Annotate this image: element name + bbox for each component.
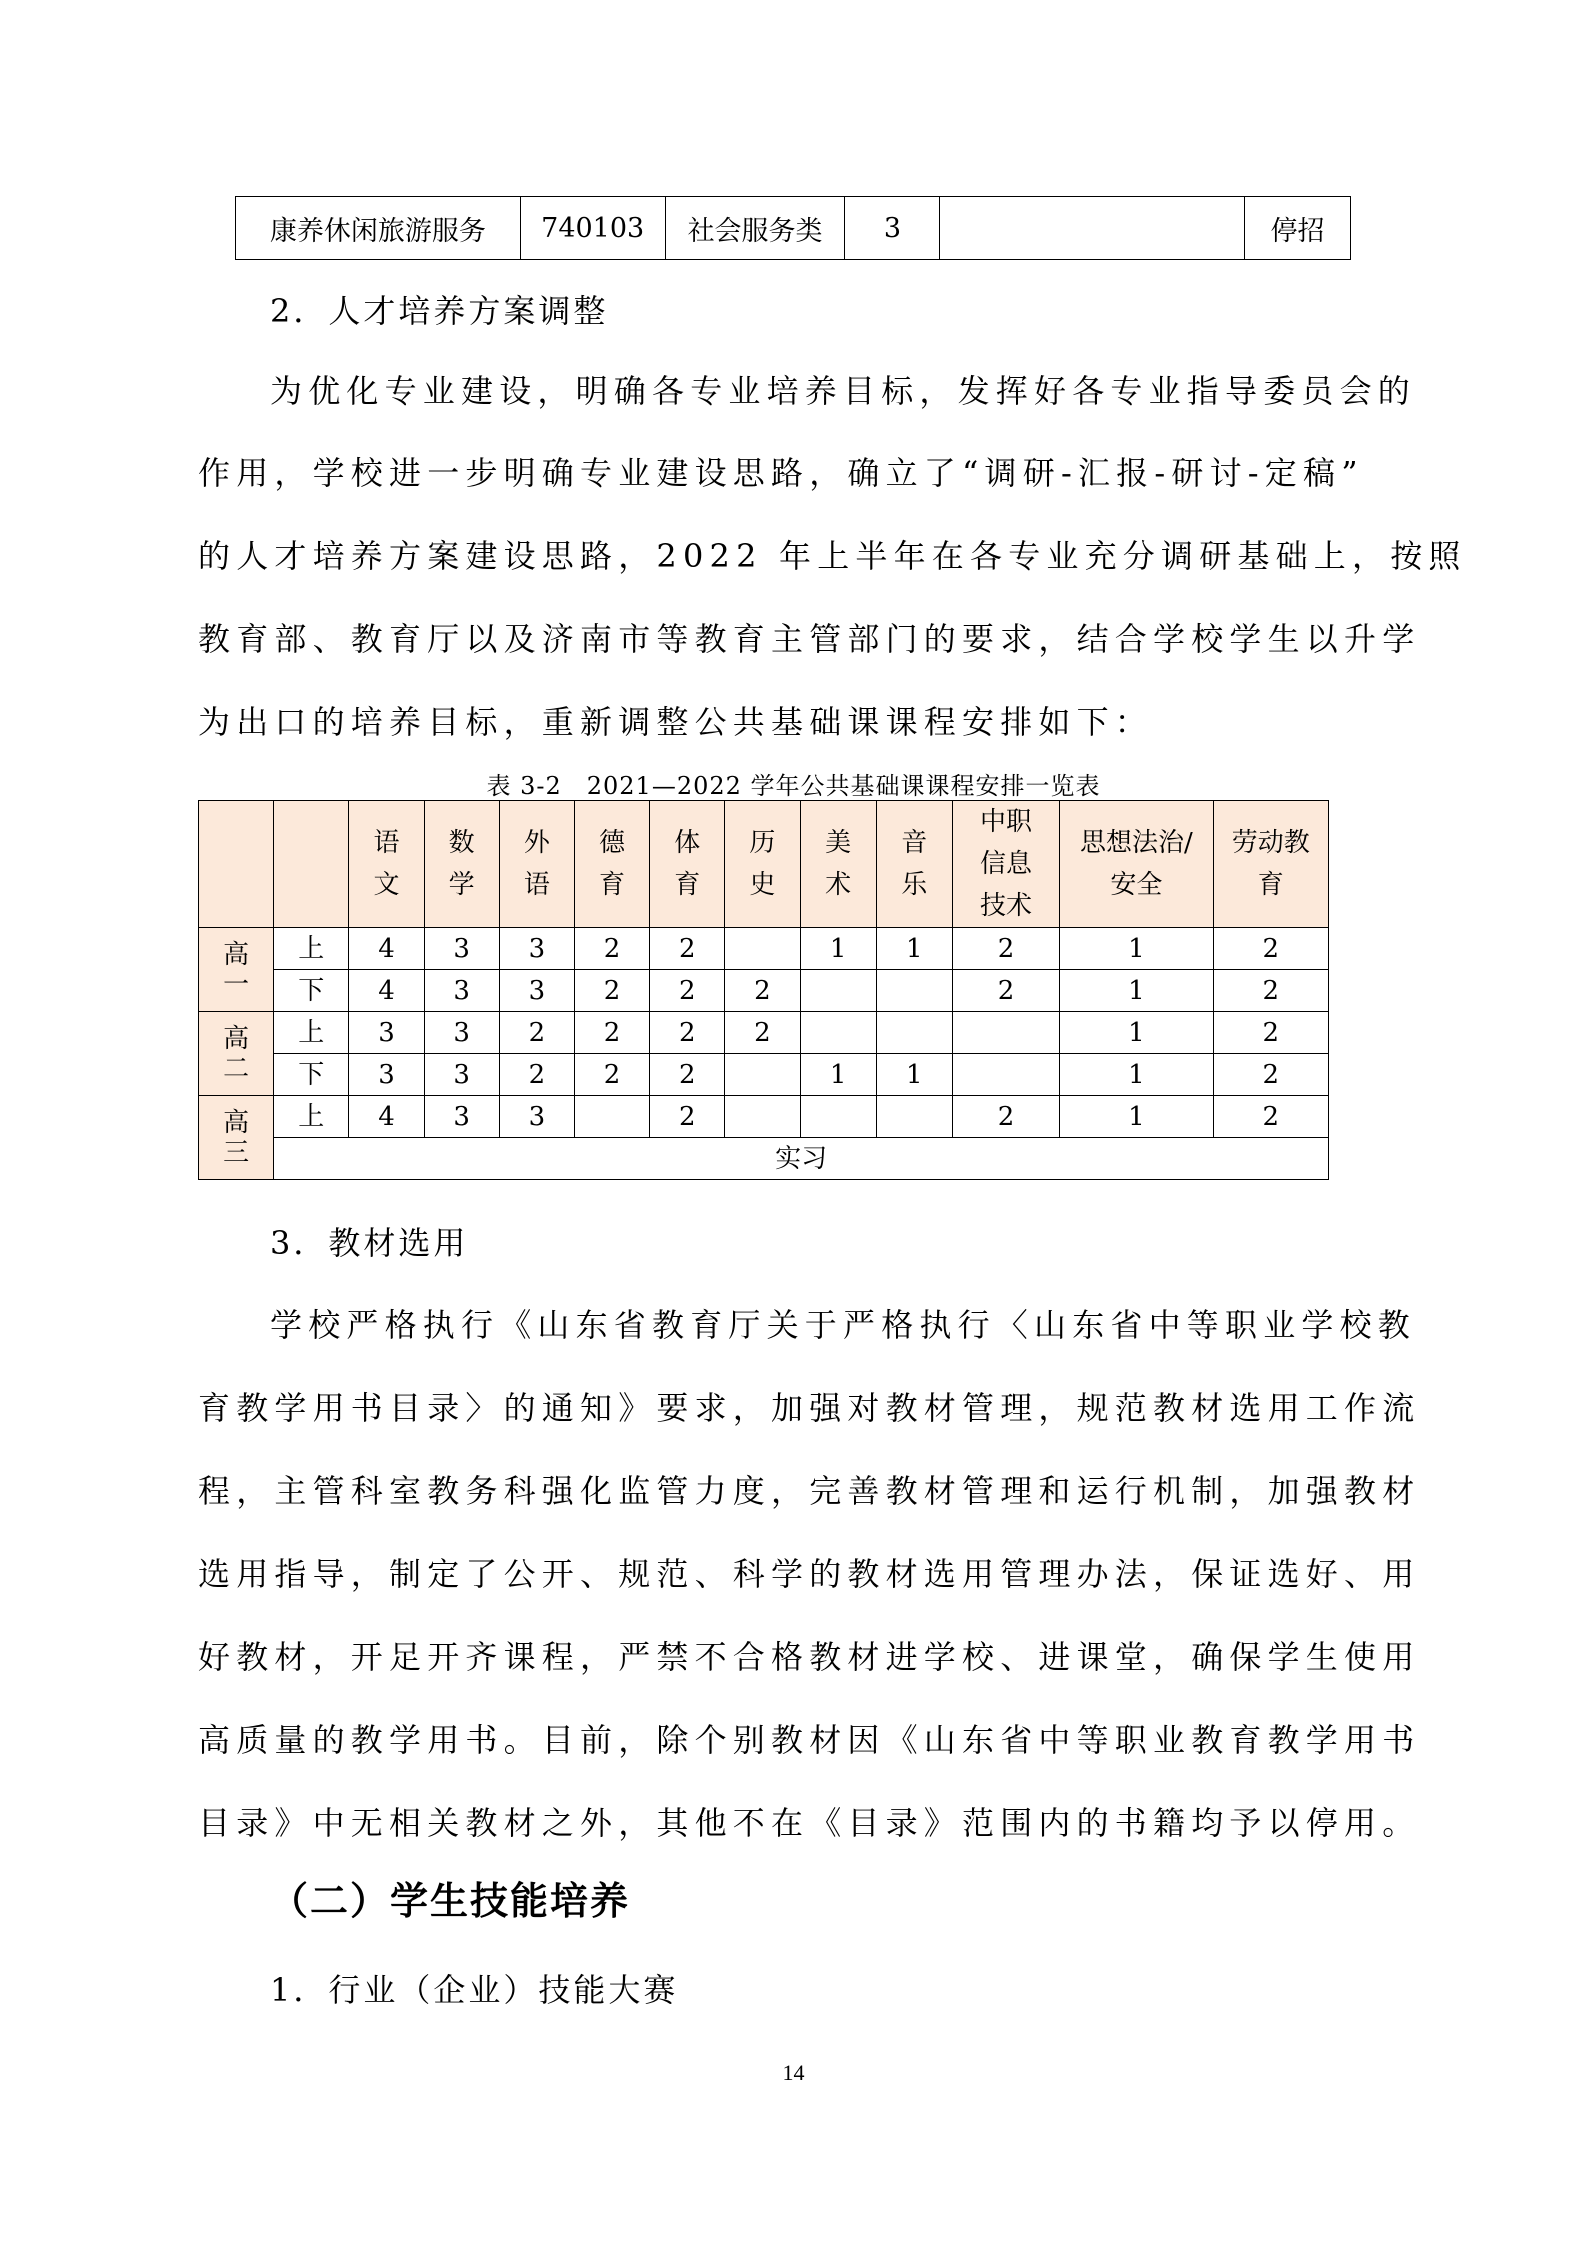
hours-cell — [876, 970, 952, 1012]
table-row — [199, 1138, 1329, 1180]
hours-cell: 4 — [349, 928, 424, 970]
column-header: 思想法治/ 安全 — [1060, 801, 1213, 928]
table-row — [199, 1012, 1329, 1054]
hours-cell — [952, 1054, 1059, 1096]
status-cell: 停招 — [1245, 197, 1351, 260]
hours-cell: 2 — [1213, 1054, 1328, 1096]
hours-cell: 1 — [876, 1054, 952, 1096]
hours-cell: 2 — [1213, 970, 1328, 1012]
section-heading-student-skills: （二）学生技能培养 — [270, 1879, 631, 1923]
section-heading-talent-plan: 2．人才培养方案调整 — [270, 292, 609, 330]
hours-cell — [725, 1054, 800, 1096]
hours-cell: 1 — [1060, 928, 1213, 970]
column-header: 语 文 — [349, 801, 424, 928]
hours-cell: 1 — [1060, 1096, 1213, 1138]
hours-cell: 3 — [424, 928, 499, 970]
table-row — [199, 1054, 1329, 1096]
column-header: 美 术 — [800, 801, 876, 928]
term-cell: 上 — [274, 928, 349, 970]
hours-cell: 2 — [574, 1012, 649, 1054]
column-header: 中职 信息 技术 — [952, 801, 1059, 928]
paragraph-line: 好教材，开足开齐课程，严禁不合格教材进学校、进课堂，确保学生使用 — [198, 1638, 1421, 1676]
paragraph-line: 为出口的培养目标，重新调整公共基础课课程安排如下： — [198, 703, 1154, 741]
table-caption: 表 3-2 2021—2022 学年公共基础课课程安排一览表 — [486, 772, 1101, 800]
paragraph-line: 学校严格执行《山东省教育厅关于严格执行〈山东省中等职业学校教 — [270, 1306, 1417, 1344]
column-header: 体 育 — [650, 801, 725, 928]
paragraph-line: 为优化专业建设，明确各专业培养目标，发挥好各专业指导委员会的 — [270, 372, 1417, 410]
hours-cell: 1 — [1060, 1054, 1213, 1096]
course-schedule-table — [198, 800, 1329, 1180]
duration-cell: 3 — [845, 197, 940, 260]
column-header — [274, 801, 349, 928]
hours-cell: 1 — [800, 928, 876, 970]
hours-cell: 2 — [574, 1054, 649, 1096]
hours-cell: 3 — [499, 1096, 574, 1138]
hours-cell: 1 — [800, 1054, 876, 1096]
hours-cell: 3 — [349, 1054, 424, 1096]
grade-label-cell: 高 三 — [199, 1096, 274, 1180]
hours-cell: 3 — [424, 970, 499, 1012]
hours-cell: 4 — [349, 970, 424, 1012]
hours-cell: 2 — [952, 928, 1059, 970]
hours-cell — [876, 1096, 952, 1138]
major-name-cell: 康养休闲旅游服务 — [236, 197, 521, 260]
hours-cell: 3 — [424, 1096, 499, 1138]
hours-cell: 2 — [725, 970, 800, 1012]
hours-cell: 1 — [1060, 970, 1213, 1012]
hours-cell: 2 — [952, 1096, 1059, 1138]
hours-cell: 3 — [424, 1054, 499, 1096]
hours-cell: 2 — [499, 1012, 574, 1054]
hours-cell: 1 — [876, 928, 952, 970]
hours-cell: 2 — [574, 970, 649, 1012]
table-header-row — [199, 801, 1329, 928]
hours-cell: 2 — [952, 970, 1059, 1012]
hours-cell — [952, 1012, 1059, 1054]
paragraph-line: 程，主管科室教务科强化监管力度，完善教材管理和运行机制，加强教材 — [198, 1472, 1421, 1510]
table-row — [236, 197, 1351, 260]
paragraph-line: 育教学用书目录〉的通知》要求，加强对教材管理，规范教材选用工作流 — [198, 1389, 1421, 1427]
hours-cell: 3 — [499, 970, 574, 1012]
hours-cell — [800, 1096, 876, 1138]
column-header: 外 语 — [499, 801, 574, 928]
hours-cell: 2 — [1213, 1096, 1328, 1138]
internship-note-cell: 实习 — [274, 1138, 1329, 1180]
hours-cell — [574, 1096, 649, 1138]
column-header: 德 育 — [574, 801, 649, 928]
table-row — [199, 928, 1329, 970]
paragraph-line: 选用指导，制定了公开、规范、科学的教材选用管理办法，保证选好、用 — [198, 1555, 1421, 1593]
hours-cell: 2 — [725, 1012, 800, 1054]
term-cell: 下 — [274, 970, 349, 1012]
term-cell: 上 — [274, 1096, 349, 1138]
page-number: 14 — [782, 2060, 805, 2085]
column-header: 数 学 — [424, 801, 499, 928]
hours-cell: 2 — [650, 1012, 725, 1054]
hours-cell: 3 — [499, 928, 574, 970]
hours-cell: 2 — [1213, 1012, 1328, 1054]
paragraph-line: 作用，学校进一步明确专业建设思路，确立了“调研-汇报-研讨-定稿” — [198, 454, 1364, 492]
hours-cell: 4 — [349, 1096, 424, 1138]
major-code-cell: 740103 — [520, 197, 665, 260]
paragraph-line: 目录》中无相关教材之外，其他不在《目录》范围内的书籍均予以停用。 — [198, 1804, 1421, 1842]
major-category-cell: 社会服务类 — [665, 197, 845, 260]
column-header: 音 乐 — [876, 801, 952, 928]
term-cell: 下 — [274, 1054, 349, 1096]
table-row — [199, 1096, 1329, 1138]
hours-cell — [800, 1012, 876, 1054]
paragraph-line: 教育部、教育厅以及济南市等教育主管部门的要求，结合学校学生以升学 — [198, 620, 1421, 658]
table-row — [199, 970, 1329, 1012]
grade-label-cell: 高 二 — [199, 1012, 274, 1096]
column-header: 劳动教 育 — [1213, 801, 1328, 928]
hours-cell: 2 — [650, 970, 725, 1012]
column-header: 历 史 — [725, 801, 800, 928]
hours-cell: 3 — [424, 1012, 499, 1054]
hours-cell — [876, 1012, 952, 1054]
hours-cell: 2 — [650, 1054, 725, 1096]
hours-cell — [800, 970, 876, 1012]
empty-cell — [940, 197, 1245, 260]
hours-cell: 2 — [499, 1054, 574, 1096]
hours-cell — [725, 1096, 800, 1138]
hours-cell: 3 — [349, 1012, 424, 1054]
paragraph-line: 高质量的教学用书。目前，除个别教材因《山东省中等职业教育教学用书 — [198, 1721, 1421, 1759]
subsection-heading-skills-contest: 1．行业（企业）技能大赛 — [270, 1971, 679, 2009]
hours-cell: 2 — [1213, 928, 1328, 970]
hours-cell: 1 — [1060, 1012, 1213, 1054]
grade-label-cell: 高 一 — [199, 928, 274, 1012]
term-cell: 上 — [274, 1012, 349, 1054]
hours-cell — [725, 928, 800, 970]
hours-cell: 2 — [574, 928, 649, 970]
column-header — [199, 801, 274, 928]
section-heading-textbooks: 3．教材选用 — [270, 1224, 469, 1262]
major-table-continuation — [235, 196, 1351, 260]
paragraph-line: 的人才培养方案建设思路，2022 年上半年在各专业充分调研基础上，按照 — [198, 537, 1467, 575]
hours-cell: 2 — [650, 1096, 725, 1138]
hours-cell: 2 — [650, 928, 725, 970]
